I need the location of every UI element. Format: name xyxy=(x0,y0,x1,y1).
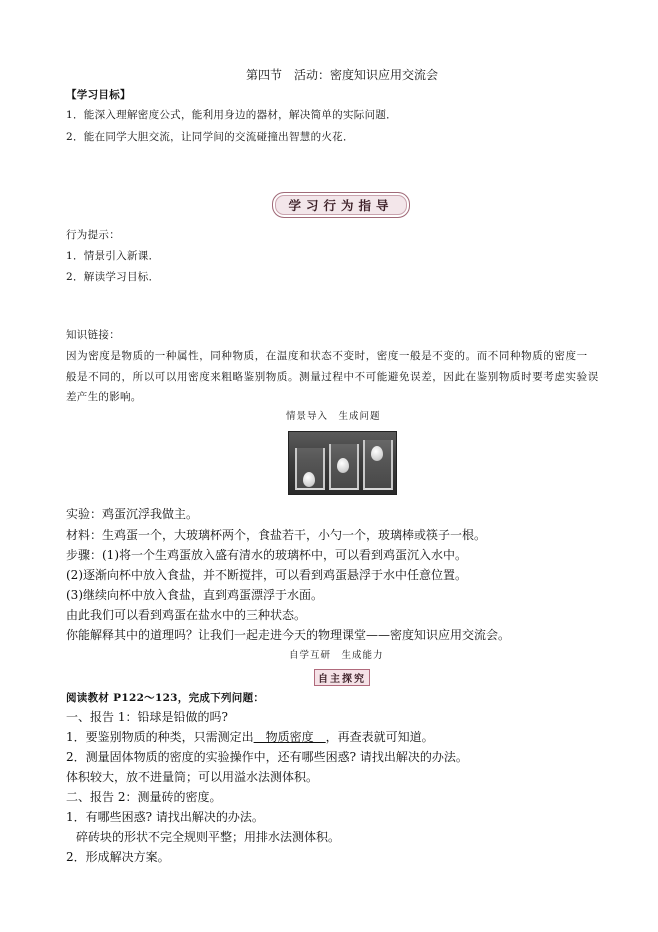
egg-sunk xyxy=(303,472,315,487)
self-study-caption: 自学互研 生成能力 xyxy=(289,650,384,661)
experiment-conclusion: 由此我们可以看到鸡蛋在盐水中的三种状态。 xyxy=(66,608,307,622)
report-1-q1-answer: ＿物质密度＿ xyxy=(253,730,326,744)
knowledge-line-1: 因为密度是物质的一种属性，同种物质，在温度和状态不变时，密度一般是不变的。而不同种物质的密度一 xyxy=(66,350,588,362)
hints-heading: 行为提示： xyxy=(66,229,120,241)
egg-floating xyxy=(371,446,383,461)
report-1-q1-suffix: ，再查表就可知道。 xyxy=(325,730,434,744)
report-2-a1: 碎砖块的形状不完全规则平整；用排水法测体积。 xyxy=(76,830,341,844)
experiment-step-1: 步骤：(1)将一个生鸡蛋放入盛有清水的玻璃杯中，可以看到鸡蛋沉入水中。 xyxy=(66,548,468,562)
section-banner xyxy=(272,192,410,218)
knowledge-heading: 知识链接： xyxy=(66,329,120,341)
experiment-question: 你能解释其中的道理吗？让我们一起走进今天的物理课堂——密度知识应用交流会。 xyxy=(66,628,511,642)
self-inquiry-box xyxy=(314,669,370,686)
experiment-title: 实验：鸡蛋沉浮我做主。 xyxy=(66,507,199,521)
egg-experiment-photo xyxy=(288,431,397,495)
experiment-step-3: (3)继续向杯中放入食盐，直到鸡蛋漂浮于水面。 xyxy=(66,588,323,602)
knowledge-line-3: 差产生的影响。 xyxy=(66,391,142,403)
report-1-q2: 2．测量固体物质的密度的实验操作中，还有哪些困惑? 请找出解决的办法。 xyxy=(66,750,468,764)
report-1-q1 xyxy=(66,728,434,745)
section-banner-label: 学习行为指导 xyxy=(288,198,394,213)
egg-suspended xyxy=(337,458,349,473)
report-1-q2-answer: 体积较大，放不进量筒；可以用溢水法测体积。 xyxy=(66,770,319,784)
goal-item-1: 1．能深入理解密度公式，能利用身边的器材，解决简单的实际问题． xyxy=(66,109,397,121)
knowledge-line-2: 般是不同的，所以可以用密度来粗略鉴别物质。测量过程中不可能避免误差，因此在鉴别物质时要考虑实验误 xyxy=(66,371,599,383)
goals-heading: 【学习目标】 xyxy=(66,89,131,101)
reading-intro: 阅读教材 P122～123，完成下列问题： xyxy=(66,692,265,704)
page-title: 第四节 活动：密度知识应用交流会 xyxy=(246,68,439,82)
experiment-materials: 材料：生鸡蛋一个，大玻璃杯两个，食盐若干，小勺一个，玻璃棒或筷子一根。 xyxy=(66,528,487,542)
scene-caption: 情景导入 生成问题 xyxy=(286,411,381,422)
goal-item-2: 2．能在同学大胆交流，让同学间的交流碰撞出智慧的火花． xyxy=(66,131,354,143)
hint-item-1: 1．情景引入新课． xyxy=(66,250,160,262)
experiment-step-2: (2)逐渐向杯中放入食盐，并不断搅拌，可以看到鸡蛋悬浮于水中任意位置。 xyxy=(66,568,468,582)
report-1-heading: 一、报告 1：铅球是铅做的吗? xyxy=(66,710,228,724)
report-2-q2: 2．形成解决方案。 xyxy=(66,850,170,864)
report-2-q1: 1．有哪些困惑? 请找出解决的办法。 xyxy=(66,810,264,824)
report-1-q1-prefix: 1．要鉴别物质的种类，只需测定出 xyxy=(66,730,254,744)
self-inquiry-label: 自主探究 xyxy=(318,674,366,685)
report-2-heading: 二、报告 2：测量砖的密度。 xyxy=(66,790,222,804)
hint-item-2: 2．解读学习目标． xyxy=(66,271,160,283)
